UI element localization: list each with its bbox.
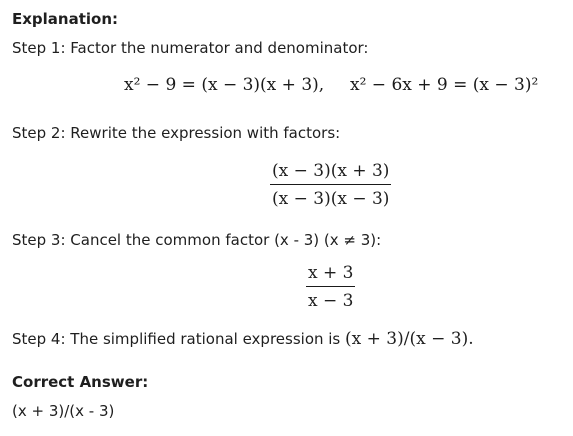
explanation-heading: Explanation: — [12, 10, 119, 28]
fraction-bar — [306, 286, 355, 287]
step-1-equation-2: x² − 6x + 9 = (x − 3)² — [350, 75, 539, 95]
step-3-numerator: x + 3 — [308, 263, 354, 283]
step-4-text: Step 4: The simplified rational expression is — [12, 330, 341, 348]
step-4-math: (x + 3)/(x − 3). — [345, 329, 474, 349]
step-2-numerator: (x − 3)(x + 3) — [272, 161, 390, 181]
step-1-equation-1: x² − 9 = (x − 3)(x + 3), — [124, 75, 325, 95]
step-2-text: Step 2: Rewrite the expression with factors: — [12, 124, 341, 142]
fraction-bar — [270, 184, 391, 185]
step-4-line — [12, 329, 474, 349]
step-3-text: Step 3: Cancel the common factor (x - 3) (x ≠ 3): — [12, 231, 382, 249]
correct-answer-value: (x + 3)/(x - 3) — [12, 402, 115, 420]
step-3-denominator: x − 3 — [308, 291, 354, 311]
step-2-fraction — [270, 160, 391, 210]
step-3-fraction — [306, 262, 355, 312]
step-1-text: Step 1: Factor the numerator and denominator: — [12, 39, 369, 57]
step-2-denominator: (x − 3)(x − 3) — [272, 189, 390, 209]
correct-answer-heading: Correct Answer: — [12, 373, 149, 391]
